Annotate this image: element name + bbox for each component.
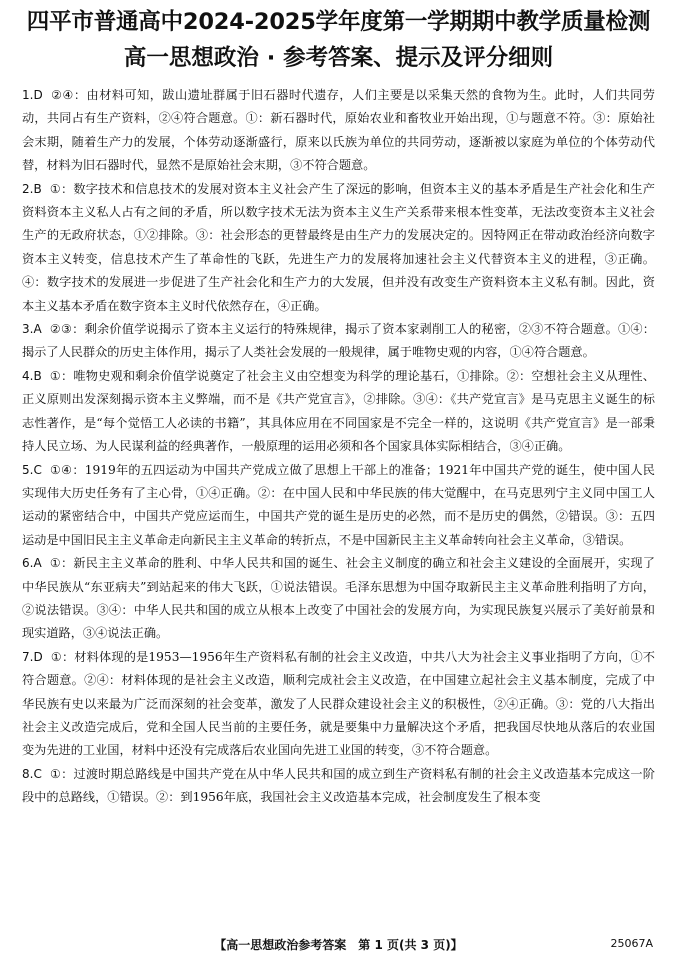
answer-explanation: ②④：由材料可知，跋山遗址群属于旧石器时代遗存，人们主要是以采集天然的食物为生。此时，人们共同劳动，共同占有生产资料，②④符合题意。①：新石器时代，原始农业和畜牧业开始出现，①与题意不符。③：原始社会末期，随着生产力的发展，个体劳动逐渐盛行，原来以氏族为单位的共同劳动，逐渐被以家庭为单位的个体劳动代替，材料为旧石器时代，显然不是原始社会末期，③不符合题意。 <box>22 88 655 173</box>
document-title: 四平市普通高中2024-2025学年度第一学期期中教学质量检测 <box>26 9 651 35</box>
answer-head <box>22 463 42 477</box>
answer-head <box>22 767 42 781</box>
answer-number: 7. <box>22 649 34 664</box>
answer-list <box>22 84 655 810</box>
answer-item <box>22 365 655 459</box>
page-number-label: 【高一思想政治参考答案 第 1 页(共 3 页)】 <box>214 938 463 952</box>
answer-head <box>22 556 42 570</box>
answer-head <box>22 182 42 196</box>
answer-letter: B <box>33 368 42 383</box>
answer-explanation: ①：材料体现的是1953—1956年生产资料私有制的社会主义改造，中共八大为社会主义事业指明了方向，①不符合题意。②④：材料体现的是社会主义改造，顺利完成社会主义改造，在中国建立起社会主义基本制度，完成了中华民族有史以来最为广泛而深刻的社会变革，激发了人民群众建设社会主义的积极性，②④正确。③：党的八大指出社会主义改造完成后，党和全国人民当前的主要任务，就是要集中力量解决这个矛盾，把我国尽快地从落后的农业国变为先进的工业国，材料中还没有完成落后农业国向先进工业国的转变，③不符合题意。 <box>22 649 655 758</box>
answer-head <box>22 650 43 664</box>
answer-number: 8. <box>22 766 34 781</box>
answer-item <box>22 552 655 646</box>
answer-item <box>22 318 655 365</box>
answer-letter: A <box>33 556 42 571</box>
answer-item <box>22 763 655 810</box>
answer-item <box>22 646 655 763</box>
answer-explanation: ①④：1919年的五四运动为中国共产党成立做了思想上干部上的准备；1921年中国共产党的诞生，使中国人民实现伟大历史任务有了主心骨，①④正确。②：在中国人民和中华民族的伟大觉醒中，在马克思列宁主义同中国工人运动的紧密结合中，中国共产党应运而生，中国共产党的诞生是历史的必然，而不是历史的偶然，②错误。③：五四运动是中国旧民主主义革命走向新民主主义革命的转折点，不是中国新民主主义革命转向社会主义革命，③错误。 <box>22 462 655 547</box>
answer-item <box>22 84 655 178</box>
answer-number: 3. <box>22 322 34 337</box>
answer-letter: D <box>33 649 43 664</box>
answer-explanation: ①：数字技术和信息技术的发展对资本主义社会产生了深远的影响，但资本主义的基本矛盾是生产社会化和生产资料资本主义私人占有之间的矛盾，所以数字技术无法为资本主义生产关系带来根本性变革，无法改变资本主义社会生产的无政府状态，①②排除。③：社会形态的更替最终是由生产力的发展决定的。因特网正在带动政治经济向数字资本主义转变，信息技术产生了革命性的飞跃，先进生产力的发展将加速社会主义代替资本主义的进程，③正确。④：数字技术的发展进一步促进了生产社会化和生产力的大发展，但并没有改变生产资料资本主义私有制。因此，资本主义基本矛盾在数字资本主义时代依然存在，④正确。 <box>22 181 655 313</box>
answer-head <box>22 322 42 336</box>
answer-letter: B <box>33 181 42 196</box>
answer-explanation: ①：过渡时期总路线是中国共产党在从中华人民共和国的成立到生产资料私有制的社会主义改造基本完成这一阶段中的总路线，①错误。②：到1956年底，我国社会主义改造基本完成，社会制度发生了根本变 <box>22 766 655 805</box>
answer-item <box>22 178 655 318</box>
answer-head <box>22 88 43 102</box>
answer-explanation: ①：新民主主义革命的胜利、中华人民共和国的诞生、社会主义制度的确立和社会主义建设的全面展开，实现了中华民族从“东亚病夫”到站起来的伟大飞跃，①说法错误。毛泽东思想为中国夺取新民主主义革命胜利指明了方向，②说法错误。③④：中华人民共和国的成立从根本上改变了中国社会的发展方向，为实现民族复兴展示了美好前景和现实道路，③④说法正确。 <box>22 556 655 641</box>
document-code: 25067A <box>610 937 653 950</box>
answer-number: 1. <box>22 88 34 102</box>
answer-letter: D <box>33 88 43 102</box>
page-footer <box>0 933 677 957</box>
answer-number: 6. <box>22 556 34 571</box>
answer-number: 5. <box>22 462 34 477</box>
answer-explanation: ①：唯物史观和剩余价值学说奠定了社会主义由空想变为科学的理论基石，①排除。②：空想社会主义从理性、正义原则出发深刻揭示资本主义弊端，而不是《共产党宣言》，②排除。③④：《共产党宣言》是马克思主义诞生的标志性著作，是“每个觉悟工人必读的书籍”，其具体应用在不同国家是不完全一样的，这说明《共产党宣言》是一部秉持人民立场、为人民谋利益的经典著作，一般原理的运用必须和各个国家具体实际相结合，③④正确。 <box>22 368 655 454</box>
answer-explanation: ②③：剩余价值学说揭示了资本主义运行的特殊规律，揭示了资本家剥削工人的秘密，②③不符合题意。①④：揭示了人民群众的历史主体作用，揭示了人类社会发展的一般规律，属于唯物史观的内容，①④符合题意。 <box>22 322 655 360</box>
answer-letter: A <box>33 322 42 337</box>
answer-number: 2. <box>22 181 34 196</box>
answer-number: 4. <box>22 368 34 383</box>
document-subtitle: 高一思想政治 · 参考答案、提示及评分细则 <box>123 45 554 71</box>
answer-item <box>22 459 655 553</box>
answer-letter: C <box>33 766 42 781</box>
answer-head <box>22 369 42 383</box>
answer-letter: C <box>33 462 42 477</box>
